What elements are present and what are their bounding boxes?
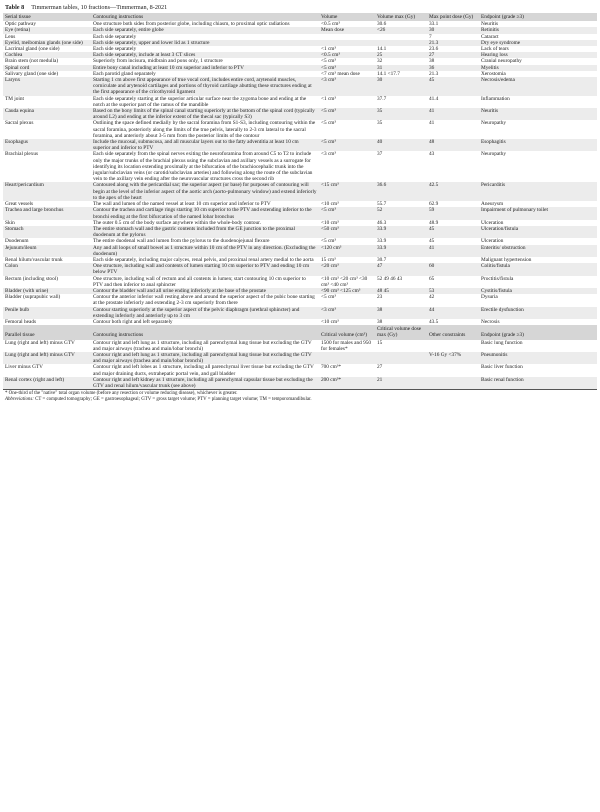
parallel-row (3, 352, 597, 364)
serial-max-point-cell: 60 (427, 263, 479, 275)
serial-max-point-cell: 41 (429, 120, 435, 127)
serial-instructions-cell: Any and all loops of small bowel as 1 structure within 10 cm of the PTV in any direction. (Excluding the duodenum) (91, 245, 319, 257)
serial-endpoint-cell: Pericarditis (479, 182, 597, 201)
parallel-critical-volume-cell (319, 352, 375, 364)
serial-endpoint-cell: Dry eye syndrome (479, 40, 597, 46)
parallel-critical-volume-cell: 1500 for males and 950 for females* (321, 339, 372, 352)
header-critical-volume: Critical volume (cm³) (319, 325, 375, 339)
serial-endpoint-cell: Hearing loss (479, 52, 597, 58)
parallel-instructions-cell: Contour right and left kidney as 1 structure, including all parenchymal capsular tissue but excluding the GTV and renal hilum/vascular trunk (see above) (91, 377, 319, 389)
document-page (3, 2, 597, 404)
serial-tissue-cell: Eye (retina) (3, 27, 91, 33)
footnotes (3, 389, 597, 403)
serial-tissue-cell: Lacrimal gland (one side) (5, 46, 60, 53)
serial-volume-cell: <3 cm³ (321, 151, 337, 158)
serial-instructions-cell: Contour both right and left separately (93, 318, 173, 325)
header-endpoint: Endpoint (grade ≥3) (479, 13, 597, 21)
serial-volume-cell: <5 cm³ (319, 207, 375, 219)
parallel-other-constraints-cell: V-16 Gy <37% (427, 352, 479, 364)
parallel-section (3, 325, 597, 339)
serial-instructions-cell: Contour the bladder wall and all urine ending inferiorly at the base of the prostate (91, 288, 319, 294)
serial-max-point-cell: 65 (429, 275, 435, 282)
serial-instructions-cell: One structure, including wall of rectum and all contents in lumen; start contouring 10 cm superior to PTV and then inferior to anal sphincter (93, 275, 306, 288)
serial-volume-max-cell: 31 (375, 65, 427, 71)
serial-volume-max-cell: 30.7 (377, 256, 387, 263)
parallel-endpoint-cell: Basic renal function (479, 377, 597, 389)
serial-instructions-cell: Each side separately (93, 46, 137, 53)
parallel-critical-volume-cell: 200 cm³* (319, 377, 375, 389)
serial-volume-max-cell: 47 (375, 263, 427, 275)
serial-instructions-cell: Based on the bony limits of the spinal canal starting superiorly at the bottom of the spinal cord (typically around L2) and ending at the inferior extent of the thecal sac (typically S3) (91, 108, 319, 120)
footnote-abbreviations (5, 397, 597, 403)
serial-tissue-cell: Cochlea (3, 52, 91, 58)
serial-tissue-cell: Larynx (3, 77, 91, 96)
serial-max-point-cell: 43 (429, 151, 435, 158)
serial-max-point-cell: 43.5 (429, 318, 439, 325)
serial-volume-cell: <10 cm³ (321, 219, 339, 226)
header-parallel-tissue: Parallel tissue (3, 325, 91, 339)
serial-endpoint-cell: Ulceration/fistula (479, 226, 597, 238)
parallel-tissue-cell: Liver minus GTV (5, 364, 43, 371)
serial-row (3, 263, 597, 275)
serial-volume-cell: <10 cm³ (321, 318, 339, 325)
serial-row (3, 226, 597, 238)
serial-volume-max-cell: 23 (377, 294, 383, 301)
serial-max-point-cell: 53 (427, 288, 479, 294)
serial-instructions-cell: Each side separately from the spinal nerves exiting the neuroforamina from around C5 to T2 to include only the major trunks of the brachial plexus using the subclavian and axillary vessels as a surrogate for identifying its location extending proximally at the bifurcation of the brachiocephalic trunk into the jugular/subclavian veins (or carotid/subclavian arteries) and following along the route of the subclavian vein to the axillary vein ending after the neurovascular structures cross the second rib (93, 151, 313, 183)
serial-max-point-cell: 30 (427, 27, 479, 33)
serial-instructions-cell: Contour starting superiorly at the superior aspect of the pelvic diaphragm (urethral sphincter) and extending inferiorly and anteriorly up to 3 cm (91, 307, 319, 319)
serial-volume-cell: <1 cm³ (321, 46, 337, 53)
serial-volume-max-cell: 37 (377, 151, 383, 158)
serial-instructions-cell: Each side separately, upper and lower lid as 1 structure (91, 40, 319, 46)
serial-volume-cell: <7 cm³ mean dose (321, 70, 360, 77)
serial-volume-max-cell: 33.9 (377, 238, 387, 245)
parallel-row (3, 364, 597, 376)
serial-tissue-cell: Brain stem (not medulla) (5, 58, 59, 65)
serial-max-point-cell: 48 (427, 139, 479, 151)
serial-endpoint-cell: Necrosis/edema (479, 77, 597, 96)
serial-endpoint-cell: Malignant hypertension (481, 256, 532, 263)
serial-volume-cell: <10 cm³ <20 cm³ <30 cm³ <40 cm³ (321, 275, 368, 288)
serial-row (3, 108, 597, 120)
serial-volume-cell: <50 cm³ (319, 226, 375, 238)
serial-instructions-cell: The entire stomach wall and the gastric contents included from the GE junction to the proximal duodenum at the pylorus (91, 226, 319, 238)
abbrev-text: CT = computed tomography; GE = gastroesophageal; GTV = gross target volume; PTV = planning target volume; TM = temporomandibular. (35, 397, 312, 403)
serial-volume-cell: <3 cm³ (319, 307, 375, 319)
parallel-header (3, 325, 597, 339)
parallel-row (3, 377, 597, 389)
serial-tissue-cell: Femoral heads (5, 318, 37, 325)
abbrev-label: Abbreviations: (5, 397, 34, 403)
serial-row (3, 245, 597, 257)
serial-instructions-cell: One structure both sides from posterior globe, including chiasm, to proximal optic radiations (93, 21, 290, 28)
serial-instructions-cell: Each side separately starting at the superior articular surface near the zygoma bone and ending at the notch at the superior part of the ramus of the mandible (93, 95, 307, 108)
serial-max-point-cell: 59 (427, 207, 479, 219)
serial-endpoint-cell: Neuropathy (481, 120, 507, 127)
serial-max-point-cell: 7 (429, 33, 432, 40)
serial-tissue-cell: Heart/pericardium (3, 182, 91, 201)
serial-instructions-cell: Each parotid gland separately (93, 70, 156, 77)
footnote-star: * One-third of the "native" total organ volume (before any resection or volume reducing disease), whichever is greater. (5, 391, 238, 397)
serial-endpoint-cell: Aneurysm (481, 201, 504, 208)
serial-tissue-cell: Bladder (with urine) (3, 288, 91, 294)
serial-volume-cell: <5 cm³ (321, 120, 337, 127)
serial-tissue-cell: Great vessels (5, 201, 34, 208)
serial-instructions-cell: Contour the anterior inferior wall resting above and around the superior aspect of the pubic bone starting at the prostate inferiorly and extending 2-3 cm superiorly from there (93, 294, 315, 307)
serial-instructions-cell: Each side separately (93, 33, 137, 40)
serial-tissue-cell: Lens (5, 33, 16, 40)
serial-max-point-cell: 45 (429, 238, 435, 245)
serial-endpoint-cell: Neuropathy (481, 151, 507, 158)
serial-endpoint-cell: Ulceration (481, 238, 504, 245)
parallel-tissue-cell: Lung (right and left) minus GTV (5, 339, 75, 346)
serial-volume-max-cell: 46.3 (377, 219, 387, 226)
parallel-endpoint-cell: Pneumonitis (479, 352, 597, 364)
serial-instructions-cell: Starting 1 cm above first appearance of true vocal cord, includes entire cord, arytenoid muscles, corniculate and arytenoid cartilages and portions of thyroid cartilage abutting these structures ending at the first appearance of the cricothyroid ligament (91, 77, 319, 96)
header-parallel-endpoint: Endpoint (grade ≥3) (479, 325, 597, 339)
serial-volume-max-cell: 35 (375, 108, 427, 120)
serial-tissue-cell: Penile bulb (3, 307, 91, 319)
serial-volume-cell: <3 cm³ (319, 77, 375, 96)
serial-body (3, 21, 597, 325)
serial-tissue-cell: Duodenum (5, 238, 29, 245)
serial-volume-cell: Mean dose (319, 27, 375, 33)
header-volume-max: Volume max (Gy) (375, 13, 427, 21)
parallel-other-constraints-cell (427, 377, 479, 389)
serial-endpoint-cell: Xerostomia (481, 70, 506, 77)
serial-endpoint-cell: Ulceration (481, 219, 504, 226)
serial-max-point-cell: 62.9 (429, 201, 439, 208)
parallel-instructions-cell: Contour right and left lung as 1 structure, including all parenchymal lung tissue but excluding the GTV and major airways (trachea and main/lobar bronchi) (93, 339, 312, 352)
header-volume: Volume (319, 13, 375, 21)
serial-instructions-cell: Superiorly from incisura, midbrain and pons only, 1 structure (93, 58, 223, 65)
serial-instructions-cell: Include the mucosal, submucosa, and all muscular layers out to the fatty adventitia at least 10 cm superior and inferior to PTV (91, 139, 319, 151)
serial-endpoint-cell: Proctitis/fistula (481, 275, 514, 282)
serial-tissue-cell: Brachial plexus (5, 151, 39, 158)
header-parallel-instructions: Contouring instructions (91, 325, 319, 339)
serial-tissue-cell: Spinal cord (3, 65, 91, 71)
serial-max-point-cell: 33.1 (429, 21, 439, 28)
serial-volume-max-cell: 38 (377, 318, 383, 325)
serial-max-point-cell: 23.6 (429, 46, 439, 53)
serial-max-point-cell: 42.5 (427, 182, 479, 201)
table-number: Table 8 (5, 4, 25, 11)
serial-volume-cell: <1 cm³ (321, 95, 337, 102)
parallel-instructions-cell: Contour right and left lobes as 1 structure, including all parenchymal liver tissue but excluding the GTV and major draining ducts, extrahepatic portal vein, and gall bladder (93, 364, 314, 377)
serial-header (3, 13, 597, 21)
serial-row (3, 276, 597, 288)
serial-max-point-cell: 41 (427, 245, 479, 257)
parallel-body (3, 340, 597, 390)
parallel-endpoint-cell: Basic liver function (481, 364, 523, 371)
serial-endpoint-cell: Retinitis (479, 27, 597, 33)
serial-volume-max-cell: 37.7 (377, 95, 387, 102)
serial-endpoint-cell: Dysuria (481, 294, 498, 301)
serial-volume-cell: <5 cm³ (321, 58, 337, 65)
serial-max-point-cell: 27 (427, 52, 479, 58)
serial-instructions-cell: Entire bony canal including at least 10 cm superior and inferior to PTV (91, 65, 319, 71)
serial-volume-cell: <120 cm³ (319, 245, 375, 257)
serial-max-point-cell: 38 (429, 58, 435, 65)
serial-endpoint-cell: Inflammation (481, 95, 510, 102)
parallel-row (3, 340, 597, 352)
parallel-critical-dose-cell: 21 (375, 377, 427, 389)
serial-volume-max-cell: 55.7 (377, 201, 387, 208)
header-other-constraints: Other constraints (427, 325, 479, 339)
serial-tissue-cell: TM joint (5, 95, 24, 102)
serial-volume-cell: <5 cm³ (319, 108, 375, 120)
serial-endpoint-cell: Cranial neuropathy (481, 58, 522, 65)
serial-endpoint-cell: Colitis/fistula (479, 263, 597, 275)
serial-volume-max-cell: <26 (375, 27, 427, 33)
serial-max-point-cell: 44 (427, 307, 479, 319)
serial-volume-cell: <0.5 cm³ (321, 21, 340, 28)
serial-instructions-cell: The outer 0.5 cm of the body surface anywhere within the whole-body contour. (93, 219, 261, 226)
serial-volume-max-cell: 48 45 (375, 288, 427, 294)
serial-volume-cell: <90 cm³ <125 cm³ (319, 288, 375, 294)
serial-endpoint-cell: Cystitis/fistula (479, 288, 597, 294)
serial-volume-max-cell: 30 (375, 77, 427, 96)
serial-volume-cell: 15 cm³ (321, 256, 336, 263)
serial-endpoint-cell: Esophagitis (479, 139, 597, 151)
serial-row (3, 120, 597, 139)
serial-tissue-cell: Colon (3, 263, 91, 275)
serial-tissue-cell: Eyelid, meibomian glands (one side) (3, 40, 91, 46)
serial-volume-cell: <5 cm³ (321, 238, 337, 245)
serial-max-point-cell: 45 (427, 226, 479, 238)
serial-max-point-cell: 21.3 (429, 70, 439, 77)
parallel-critical-dose-cell: 15 (377, 339, 383, 346)
serial-tissue-cell: Jejunum/ileum (3, 245, 91, 257)
serial-volume-max-cell: 14.1 <17.7 (377, 70, 400, 77)
parallel-tissue-cell: Renal cortex (right and left) (3, 377, 91, 389)
serial-endpoint-cell: Lack of tears (481, 46, 509, 53)
serial-max-point-cell: 36 (427, 65, 479, 71)
serial-endpoint-cell: Neuritis (481, 21, 499, 28)
header-max-point: Max point dose (Gy) (427, 13, 479, 21)
serial-instructions-cell: One structure, including wall and contents of lumen starting 10 cm superior to PTV and ending 10 cm below PTV (91, 263, 319, 275)
timmerman-table (3, 13, 597, 389)
serial-row (3, 96, 597, 108)
serial-tissue-cell: Esophagus (3, 139, 91, 151)
serial-volume-max-cell: 35 (377, 120, 383, 127)
serial-tissue-cell: Skin (5, 219, 15, 226)
serial-volume-cell: <20 cm³ (319, 263, 375, 275)
serial-instructions-cell: The entire duodenal wall and lumen from the pylorus to the duodenojejunal flexure (93, 238, 270, 245)
serial-volume-cell: <5 cm³ (319, 139, 375, 151)
serial-volume-max-cell: 33.9 (375, 226, 427, 238)
header-critical-dose: Critical volume dose max (Gy) (375, 325, 427, 339)
serial-max-point-cell: 21.3 (427, 40, 479, 46)
table-caption (3, 2, 597, 13)
serial-volume-max-cell: 38 (375, 307, 427, 319)
serial-endpoint-cell: Erectile dysfunction (479, 307, 597, 319)
serial-max-point-cell: 42 (429, 294, 435, 301)
serial-volume-max-cell: 25 (375, 52, 427, 58)
serial-row (3, 307, 597, 319)
serial-endpoint-cell: Necrosis (481, 318, 500, 325)
serial-endpoint-cell: Myelitis (479, 65, 597, 71)
serial-row (3, 182, 597, 201)
serial-volume-max-cell: 36.6 (375, 182, 427, 201)
serial-volume-max-cell: 14.1 (377, 46, 387, 53)
serial-instructions-cell: Each side separately, include at least 3 CT slices (91, 52, 319, 58)
serial-tissue-cell: Renal hilum/vascular trunk (5, 256, 63, 263)
parallel-critical-dose-cell (375, 352, 427, 364)
serial-tissue-cell: Stomach (3, 226, 91, 238)
parallel-critical-volume-cell: 700 cm³* (321, 364, 341, 371)
serial-max-point-cell: 41 (427, 108, 479, 120)
serial-instructions-cell: Outlining the space defined medially by the sacral foramina from S1-S3, including contouring within the sacral foramina, posteriorly along the limits of the true pelvis, laterally to 2-3 cm lateral to the sacral foramina, and anteriorly about 3-5 mm from the posterior limits of the contour (93, 120, 316, 139)
serial-row (3, 207, 597, 219)
serial-tissue-cell: Rectum (including stool) (5, 275, 58, 282)
serial-tissue-cell: Trachea and large bronchus (3, 207, 91, 219)
serial-volume-cell: <5 cm³ (321, 294, 337, 301)
serial-max-point-cell: 41.4 (429, 95, 439, 102)
serial-volume-max-cell: 52 (375, 207, 427, 219)
serial-volume-max-cell: 32 (377, 58, 383, 65)
serial-tissue-cell: Salivary gland (one side) (5, 70, 59, 77)
serial-instructions-cell: The wall and lumen of the named vessel at least 10 cm superior and inferior to PTV (93, 201, 271, 208)
header-serial-tissue: Serial tissue (3, 13, 91, 21)
serial-endpoint-cell: Cataract (481, 33, 499, 40)
serial-volume-max-cell: 33.9 (375, 245, 427, 257)
serial-tissue-cell: Optic pathway (5, 21, 37, 28)
parallel-tissue-cell: Lung (right and left) minus GTV (3, 352, 91, 364)
serial-tissue-cell: Cauda equina (3, 108, 91, 120)
serial-volume-max-cell: 52 49 46 43 (377, 275, 403, 282)
serial-row (3, 151, 597, 182)
serial-volume-cell: <10 cm³ (321, 201, 339, 208)
serial-instructions-cell: Each side separately, entire globe (91, 27, 319, 33)
serial-max-point-cell: 45 (427, 77, 479, 96)
serial-row (3, 139, 597, 151)
serial-instructions-cell: Contour the trachea and cartilage rings starting 10 cm superior to the PTV and extending inferior to the bronchi ending at the first bifurcation of the named lobar bronchus (91, 207, 319, 219)
header-instructions: Contouring instructions (91, 13, 319, 21)
serial-volume-cell: <5 cm³ (319, 65, 375, 71)
parallel-endpoint-cell: Basic lung function (481, 339, 523, 346)
serial-volume-max-cell: 40 (375, 139, 427, 151)
serial-tissue-cell: Sacral plexus (5, 120, 34, 127)
serial-max-point-cell: 48.9 (429, 219, 439, 226)
serial-endpoint-cell: Neuritis (479, 108, 597, 120)
serial-volume-cell: <0.5 cm³ (319, 52, 375, 58)
serial-row (3, 294, 597, 306)
serial-volume-max-cell: 30.6 (377, 21, 387, 28)
serial-instructions-cell: Each side separately, including major calyces, renal pelvis, and proximal renal artery medial to the aorta (93, 256, 314, 263)
parallel-critical-dose-cell: 27 (377, 364, 383, 371)
parallel-instructions-cell: Contour right and left lung as 1 structure, including all parenchymal lung tissue but excluding the GTV and major airways (trachea and main/lobar bronchi) (91, 352, 319, 364)
parallel-other-constraints-cell (427, 364, 479, 376)
serial-endpoint-cell: Impairment of pulmonary toilet (479, 207, 597, 219)
serial-volume-cell: <15 cm³ (319, 182, 375, 201)
table-title: Timmerman tables, 10 fractions—Timmerman, 8-2021 (31, 4, 168, 11)
parallel-other-constraints-cell (427, 340, 479, 352)
serial-tissue-cell: Bladder (suprapubic wall) (5, 294, 61, 301)
serial-endpoint-cell: Enteritis/ obstruction (479, 245, 597, 257)
serial-instructions-cell: Contoured along with the pericardial sac; the superior aspect (or base) for purposes of contouring will begin at the level of the inferior aspect of the aortic arch (aorto-pulmonary window) and extend inferiorly to the apex of the heart (91, 182, 319, 201)
serial-row (3, 77, 597, 96)
